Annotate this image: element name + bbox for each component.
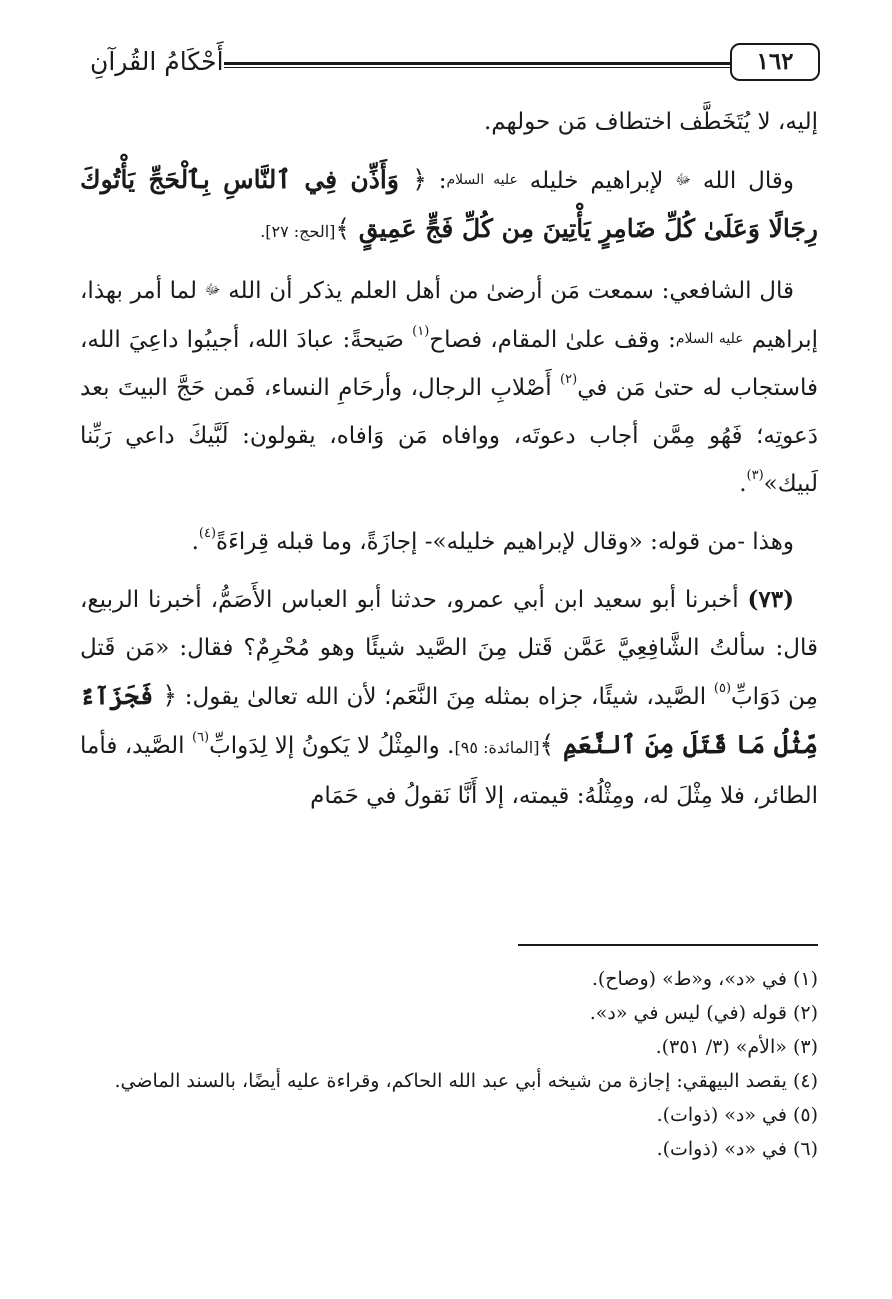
footnote-text: قوله (في) ليس في «د». xyxy=(589,1002,787,1024)
text: الصَّيد، شيئًا، جزاه بمثله مِنَ النَّعَم؛ لأن الله تعالىٰ يقول: xyxy=(177,684,714,710)
verse-reference: [المائدة: ٩٥] xyxy=(454,738,540,757)
footnote-4 xyxy=(80,1064,818,1098)
footnote-marker-2[interactable]: (٢) xyxy=(560,372,578,387)
text: أخبرنا أبو سعيد ابن أبي عمرو، حدثنا أبو العباس الأَصَمُّ، أخبرنا الربيع، قال: سألتُ الشَّافِعِيَّ عَمَّن قَتل مِنَ الصَّيد شيئًا وهو مُحْرِمٌ؟ فقال: «مَن قَتل مِن دَوَابِّ xyxy=(80,587,818,710)
text: : xyxy=(426,168,447,194)
footnotes xyxy=(80,962,818,1166)
verse-text: فَجَزَآءٌ مِّثْلُ مَا قَتَلَ مِنَ ٱلنَّعَمِ xyxy=(80,681,818,759)
text: . xyxy=(191,529,199,555)
paragraph-2 xyxy=(80,156,818,256)
footnote-number: (٤) xyxy=(792,1070,818,1092)
honorific-allah-glyph: ﷻ xyxy=(675,172,692,188)
footnote-6 xyxy=(80,1132,818,1166)
footnote-text: يقصد البيهقي: إجازة من شيخه أبي عبد الله الحاكم، وقراءة عليه أيضًا، بالسند الماضي. xyxy=(114,1070,787,1092)
paragraph-4 xyxy=(80,518,818,566)
text: إليه، لا يُتَخَطَّف اختطاف مَن حولهم. xyxy=(483,109,818,135)
honorific-allah-glyph: ﷻ xyxy=(204,282,221,298)
honorific-ibrahim-glyph: عليه السلام xyxy=(446,172,518,188)
quran-bracket-open: ﴿ xyxy=(162,681,178,710)
text: أَصْلابِ الرجال، وأرحَامِ النساء، فَمن حَجَّ البيتَ بعد دَعوتِه؛ فَهُو مِمَّن أجاب دعوتَه، ووافاه مَن وَافاه، يقولون: لَبَّيكَ داعي رَبِّنا لَبيك» xyxy=(80,375,818,497)
text: . xyxy=(739,471,747,497)
footnote-number: (١) xyxy=(792,968,818,990)
footnote-marker-6[interactable]: (٦) xyxy=(191,730,210,745)
footnote-number: (٦) xyxy=(792,1138,818,1160)
page-header xyxy=(80,40,818,84)
text: الصَّيد، فأما الطائر، فلا مِثْلَ له، ومِثْلُهُ: قيمته، إلا أَنَّا نَقولُ في حَمَام xyxy=(80,733,818,809)
footnote-1 xyxy=(80,962,818,996)
footnote-3 xyxy=(80,1030,818,1064)
quran-bracket-open: ﴿ xyxy=(412,165,427,194)
footnote-text: في «د» (ذوات). xyxy=(656,1104,787,1126)
footnote-number: (٥) xyxy=(792,1104,818,1126)
running-title: أَحْكَامُ القُرآنِ xyxy=(90,47,224,76)
text: : وقف علىٰ المقام، فصاح xyxy=(429,327,676,353)
book-page xyxy=(80,40,818,1259)
footnote-marker-5[interactable]: (٥) xyxy=(713,681,732,696)
text: لإبراهيم خليله xyxy=(517,168,676,194)
text: . والمِثْلُ لا يَكونُ إلا لِدَوابِّ xyxy=(209,733,455,759)
text: وقال الله xyxy=(691,168,794,194)
footnote-marker-1[interactable]: (١) xyxy=(412,324,430,339)
footnote-text: في «د»، و«ط» (وصاح). xyxy=(591,968,787,990)
header-rule xyxy=(224,62,730,68)
paragraph-1 xyxy=(80,98,818,146)
footnote-marker-4[interactable]: (٤) xyxy=(198,526,217,541)
footnote-2 xyxy=(80,996,818,1030)
main-text xyxy=(80,98,818,820)
quran-bracket-close: ﴾ xyxy=(539,730,555,759)
text: لما أمر بهذا، إبراهيم xyxy=(80,278,819,353)
text: وهذا -من قوله: «وقال لإبراهيم خليله»- إجازَةً، وما قبله قِراءَةً xyxy=(216,529,794,555)
footnote-number: (٣) xyxy=(792,1036,818,1058)
verse-reference: [الحج: ٢٧]. xyxy=(260,222,336,241)
paragraph-5 xyxy=(80,576,818,820)
text: قال الشافعي: سمعت مَن أرضىٰ من أهل العلم يذكر أن الله xyxy=(220,278,794,304)
paragraph-3 xyxy=(80,266,818,508)
quran-bracket-close: ﴾ xyxy=(335,214,351,243)
footnote-marker-3[interactable]: (٣) xyxy=(746,468,764,483)
footnote-separator xyxy=(518,944,818,946)
text: صَيحةً: عبادَ الله، أجيبُوا داعِيَ الله، فاستجاب له حتىٰ مَن في xyxy=(80,327,818,401)
page-number: ١٦٢ xyxy=(730,43,820,81)
honorific-ibrahim-glyph: عليه السلام xyxy=(675,331,744,347)
footnote-5 xyxy=(80,1098,818,1132)
verse-text: وَأَذِّن فِي ٱلنَّاسِ بِٱلْحَجِّ يَأْتُوكَ رِجَالًا وَعَلَىٰ كُلِّ ضَامِرٍ يَأْتِينَ مِن كُلِّ فَجٍّ عَمِيقٍ xyxy=(80,165,818,243)
entry-number: (٧٣) xyxy=(747,586,794,613)
footnote-text: في «د» (ذوات). xyxy=(656,1138,787,1160)
footnote-text: «الأم» (٣/ ٣٥١). xyxy=(655,1036,787,1058)
footnote-number: (٢) xyxy=(792,1002,818,1024)
